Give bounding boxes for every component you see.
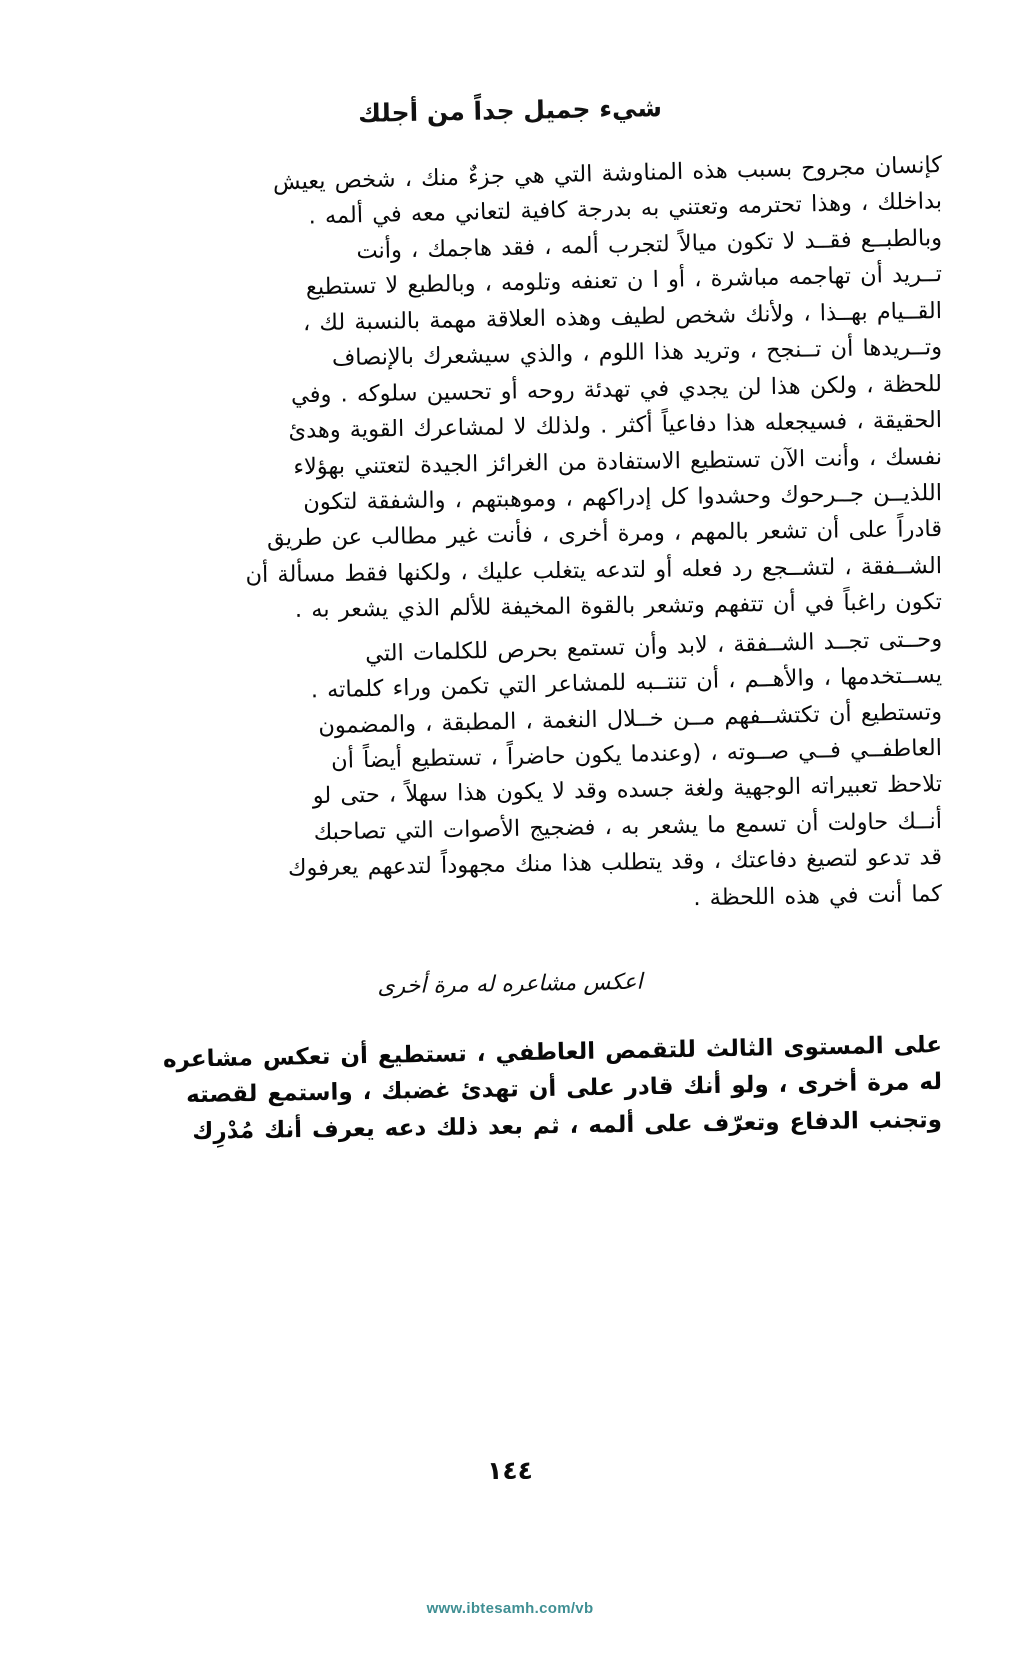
- paragraph-2: [78, 621, 942, 913]
- text-line: تكون راغباً في أن تتفهم وتشعر بالقوة المخيفة للألم الذي يشعر به .: [294, 589, 943, 624]
- text-line: أنــك حاولت أن تسمع ما يشعر به ، فضجيج الأصوات التي تصاحبك: [313, 807, 943, 846]
- text-line: العاطفــي فــي صــوته ، (وعندما يكون حاضراً ، تستطيع أيضاً أن: [330, 735, 943, 774]
- text-line: قادراً على أن تشعر بالمهم ، ومرة أخرى ، فأنت غير مطالب عن طريق: [266, 516, 943, 552]
- paragraph-1: [78, 147, 943, 624]
- text-line: وتجنب الدفاع وتعرّف على ألمه ، ثم بعد ذلك دعه يعرف أنك مُدْرِك: [192, 1106, 943, 1145]
- text-line: وتستطيع أن تكتشــفهم مــن خــلال النغمة ، المطبقة ، والمضمون: [318, 698, 943, 739]
- text-line: القــيام بهــذا ، ولأنك شخص لطيف وهذه العلاقة مهمة بالنسبة لك ،: [302, 297, 943, 337]
- paragraph-3: [78, 1027, 943, 1145]
- text-line: اللذيــن جــرحوك وحشدوا كل إدراكهم ، وموهبتهم ، والشفقة لتكون: [303, 479, 943, 516]
- chapter-title: شيء جميل جداً من أجلك: [357, 93, 663, 128]
- text-line: وبالطبــع فقــد لا تكون ميالاً لتجرب ألمه ، فقد هاجمك ، وأنت: [356, 224, 943, 265]
- text-line: نفسك ، وأنت الآن تستطيع الاستفادة من الغرائز الجيدة لتعتني بهؤلاء: [293, 443, 943, 480]
- footer-watermark-url: www.ibtesamh.com/vb: [426, 1600, 594, 1617]
- page-number: ١٤٤: [487, 1456, 533, 1485]
- text-line: بداخلك ، وهذا تحترمه وتعتني به بدرجة كافية لتعاني معه في ألمه .: [308, 188, 943, 230]
- text-line: الشــفقة ، لتشــجع رد فعله أو لتدعه يتغلب عليك ، ولكنها فقط مسألة أن: [245, 552, 943, 588]
- text-line: له مرة أخرى ، ولو أنك قادر على أن تهدئ غضبك ، واستمع لقصته: [185, 1069, 943, 1109]
- page-content: [78, 93, 943, 1145]
- text-line: تلاحظ تعبيراته الوجهية ولغة جسده وقد لا يكون هذا سهلاً ، حتى لو: [312, 771, 943, 810]
- text-line: كما أنت في هذه اللحظة .: [693, 880, 943, 911]
- text-line: وتــريدها أن تــنجح ، وتريد هذا اللوم ، والذي سيشعرك بالإنصاف: [331, 334, 943, 372]
- text-line: وحــتى تجــد الشــفقة ، لابد وأن تستمع بحرص للكلمات التي: [364, 625, 943, 667]
- text-line: للحظة ، ولكن هذا لن يجدي في تهدئة روحه أو تحسين سلوكه . وفي: [290, 370, 943, 408]
- text-line: تــريد أن تهاجمه مباشرة ، أو ا ن تعنفه وتلومه ، وبالطبع لا تستطيع: [305, 261, 943, 301]
- text-line: كإنسان مجروح بسبب هذه المناوشة التي هي جزءٌ منك ، شخص يعيش: [272, 152, 943, 196]
- text-line: الحقيقة ، فسيجعله هذا دفاعياً أكثر . ولذلك لا لمشاعرك القوية وهدئ: [288, 407, 943, 444]
- text-line: قد تدعو لتصيغ دفاعتك ، وقد يتطلب هذا منك مجهوداً لتدعهم يعرفوك: [287, 844, 943, 882]
- text-line: يســتخدمها ، والأهــم ، أن تنتــبه للمشاعر التي تكمن وراء كلماته .: [310, 662, 943, 704]
- sub-heading: اعكس مشاعره له مرة أخرى: [377, 969, 643, 1000]
- text-line: على المستوى الثالث للتقمص العاطفي ، تستطيع أن تعكس مشاعره: [162, 1032, 943, 1074]
